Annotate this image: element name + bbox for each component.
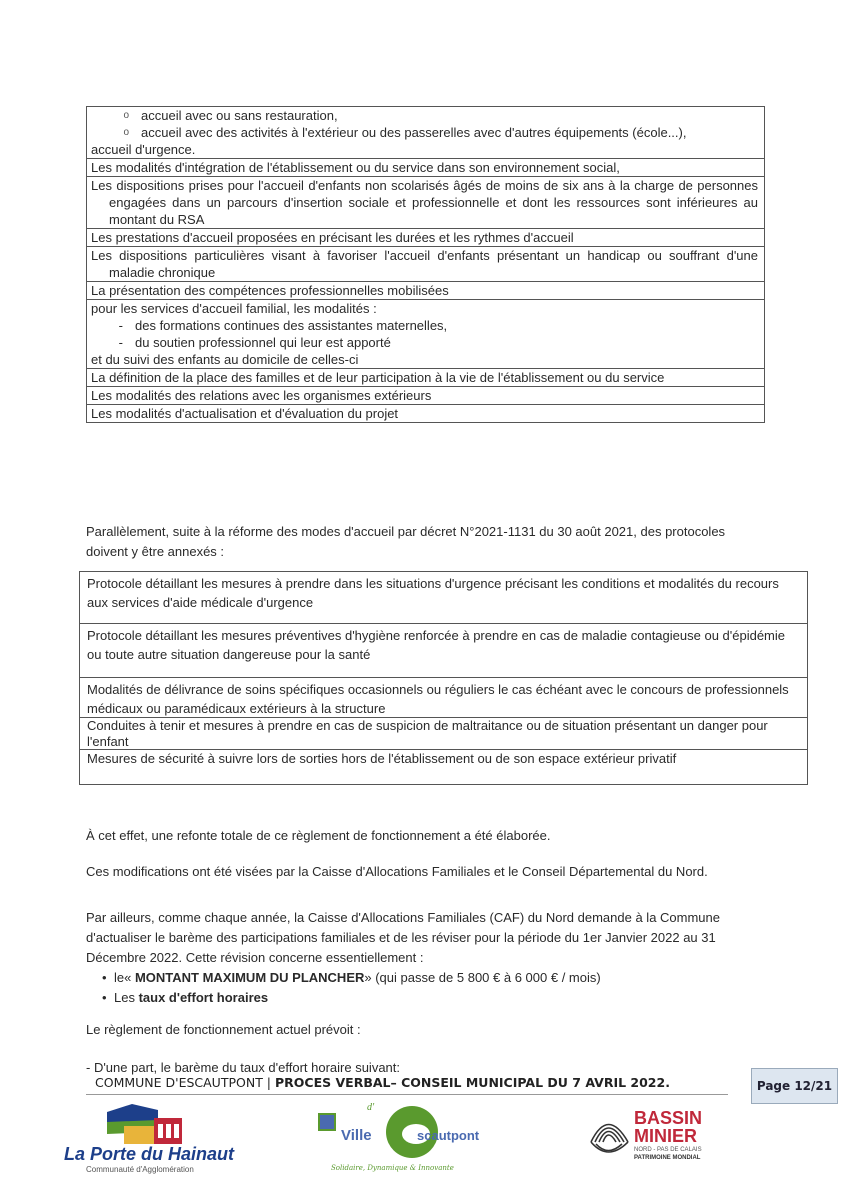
bassin-minier-emblem-icon [588, 1102, 738, 1172]
footer-title [95, 1075, 670, 1090]
list-item-text: accueil avec ou sans restauration, [141, 108, 338, 123]
table-row: Protocole détaillant les mesures à prendre dans les situations d'urgence précisant les conditions et modalités du recours aux services d'aide médicale d'urgence [80, 572, 807, 624]
table-row: Conduites à tenir et mesures à prendre en cas de suspicion de maltraitance ou de situation présentant un danger pour l'enfant [80, 718, 807, 750]
table-row: Les dispositions particulières visant à favoriser l'accueil d'enfants présentant un handicap ou souffrant d'une maladie chronique [87, 247, 764, 282]
table-row: Protocole détaillant les mesures préventives d'hygiène renforcée à prendre en cas de maladie contagieuse ou d'épidémie ou toute autre situation dangereuse pour la santé [80, 624, 807, 678]
table-row: Mesures de sécurité à suivre lors de sorties hors de l'établissement ou de son espace extérieur privatif [80, 750, 807, 785]
table-row: Les modalités des relations avec les organismes extérieurs [87, 387, 764, 405]
protocols-table [79, 571, 808, 785]
escautpont-name: scautpont [417, 1128, 480, 1143]
item-prefix: le« [114, 970, 135, 985]
escautpont-d: d' [367, 1102, 375, 1113]
row-text: accueil d'urgence. [91, 142, 196, 157]
row-text: et du suivi des enfants au domicile de celles-ci [91, 352, 359, 367]
porte-du-hainaut-logo [62, 1100, 242, 1180]
table-row: La présentation des compétences professionnelles mobilisées [87, 282, 764, 300]
page-number: Page 12/21 [751, 1068, 838, 1104]
bassin-line2: MINIER [634, 1126, 697, 1146]
list-item-text: des formations continues des assistantes maternelles, [135, 318, 448, 333]
dune-part-paragraph: - D'une part, le barème du taux d'effort horaire suivant: [86, 1060, 401, 1075]
dash-bullet-icon: - [118, 335, 123, 350]
table-row: Les dispositions prises pour l'accueil d'enfants non scolarisés âgés de moins de six ans à la charge de personnes engagées dans un parcours d'insertion sociale et professionnelle et dont les ressources sont inférieures au montant du RSA [87, 177, 764, 229]
table-row [87, 107, 764, 159]
escautpont-emblem-icon [317, 1098, 480, 1178]
table-row: Les prestations d'accueil proposées en précisant les durées et les rythmes d'accueil [87, 229, 764, 247]
item-prefix: Les [114, 990, 139, 1005]
footer-divider [86, 1094, 728, 1095]
footer-pv: PROCES VERBAL– CONSEIL MUNICIPAL DU 7 AVRIL 2022. [275, 1075, 670, 1090]
list-item [91, 317, 758, 334]
list-item [91, 107, 758, 124]
escautpont-slogan: Solidaire, Dynamique & Innovante [331, 1164, 454, 1172]
visees-paragraph-text: Ces modifications ont été visées par la Caisse d'Allocations Familiales et le Conseil Départemental du Nord. [86, 864, 708, 879]
revision-list [86, 968, 766, 1008]
bassin-minier-logo [588, 1102, 738, 1172]
list-item [91, 334, 758, 351]
bassin-line1: BASSIN [634, 1108, 703, 1128]
bassin-line3: NORD - PAS DE CALAIS [634, 1147, 702, 1153]
escautpont-ville: Ville [341, 1127, 372, 1144]
circle-bullet-icon: o [123, 110, 129, 121]
list-item [91, 124, 758, 141]
refonte-paragraph: À cet effet, une refonte totale de ce règlement de fonctionnement a été élaborée. [86, 828, 551, 843]
caf-paragraph: Par ailleurs, comme chaque année, la Caisse d'Allocations Familiales (CAF) du Nord demande à la Commune d'actualiser le barème des participations familiales et de les réviser pour la période du 1er Janvier 2022 au 31 Décembre 2022. Cette révision concerne essentiellement : [86, 910, 720, 965]
table-row: Les modalités d'actualisation et d'évaluation du projet [87, 405, 764, 423]
table-row: Modalités de délivrance de soins spécifiques occasionnels ou réguliers le cas échéant avec le concours de professionnels médicaux ou paramédicaux extérieurs à la structure [80, 678, 807, 718]
row-intro: pour les services d'accueil familial, les modalités : [91, 301, 377, 316]
hainaut-subtitle: Communauté d'Agglomération [86, 1165, 194, 1174]
dash-bullet-icon: - [118, 318, 123, 333]
circle-bullet-icon: o [123, 127, 129, 138]
escautpont-logo [317, 1098, 480, 1178]
reform-paragraph: Parallèlement, suite à la réforme des modes d'accueil par décret N°2021-1131 du 30 août 2021, des protocoles doivent y être annexés : [86, 524, 726, 559]
table-row: Les modalités d'intégration de l'établissement ou du service dans son environnement social, [87, 159, 764, 177]
prevoit-paragraph: Le règlement de fonctionnement actuel prévoit : [86, 1022, 361, 1037]
list-item-text: accueil avec des activités à l'extérieur ou des passerelles avec d'autres équipements (école...), [141, 125, 687, 140]
item-suffix: » (qui passe de 5 800 € à 6 000 € / mois) [364, 970, 601, 985]
list-item [86, 968, 766, 988]
item-bold: taux d'effort horaires [138, 990, 269, 1005]
requirements-table [86, 106, 765, 423]
bassin-line4: PATRIMOINE MONDIAL [634, 1155, 701, 1161]
item-bold: MONTANT MAXIMUM DU PLANCHER [134, 970, 365, 985]
hainaut-emblem-icon [62, 1100, 242, 1180]
list-item-text: du soutien professionnel qui leur est apporté [135, 335, 391, 350]
list-item [86, 988, 766, 1008]
table-row [87, 300, 764, 369]
hainaut-name: La Porte du Hainaut [64, 1144, 235, 1164]
table-row: La définition de la place des familles et de leur participation à la vie de l'établissement ou du service [87, 369, 764, 387]
footer-commune: COMMUNE D'ESCAUTPONT | [95, 1075, 275, 1090]
